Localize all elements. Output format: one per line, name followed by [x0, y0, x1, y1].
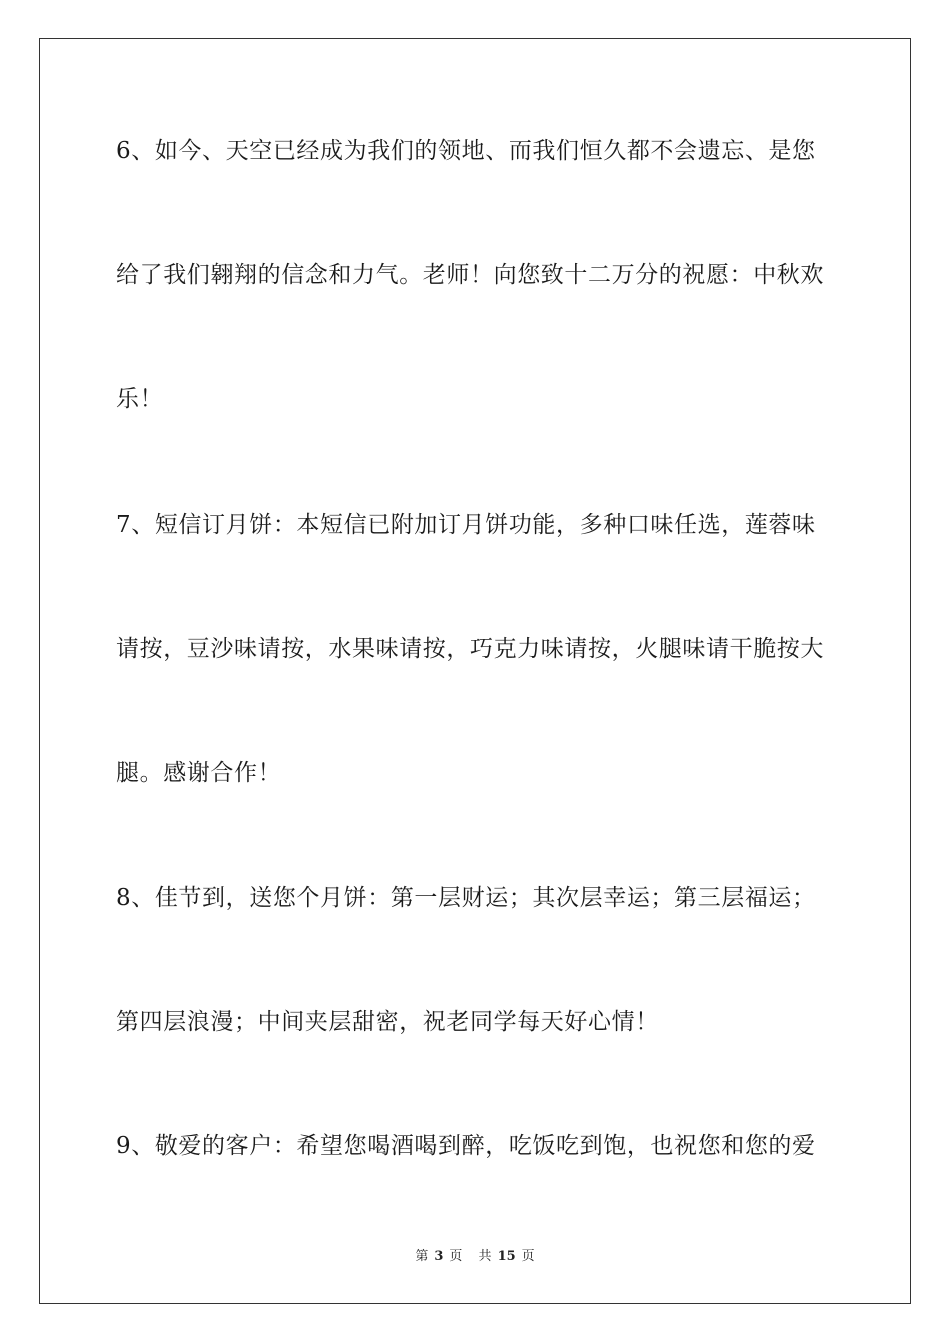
- text-line-3: 乐！: [116, 386, 164, 412]
- text-line-4: 7、短信订月饼：本短信已附加订月饼功能，多种口味任选，莲蓉味: [116, 512, 816, 538]
- page-prefix: 第: [415, 1249, 429, 1264]
- text-line-2: 给了我们翱翔的信念和力气。老师！向您致十二万分的祝愿：中秋欢: [116, 262, 824, 288]
- total-prefix: 共: [478, 1249, 492, 1264]
- total-suffix: 页: [521, 1249, 535, 1264]
- total-pages: [476, 1249, 538, 1264]
- text-line-7: 8、佳节到，送您个月饼：第一层财运；其次层幸运；第三层福运；: [116, 885, 816, 911]
- page-number: 3: [434, 1249, 444, 1264]
- text-line-8: 第四层浪漫；中间夹层甜密，祝老同学每天好心情！: [116, 1009, 659, 1035]
- page-footer: [0, 1248, 950, 1266]
- page-border: [39, 38, 911, 1304]
- page-suffix: 页: [449, 1249, 463, 1264]
- text-line-5: 请按，豆沙味请按，水果味请按，巧克力味请按，火腿味请干脆按大: [116, 636, 824, 662]
- text-line-9: 9、敬爱的客户：希望您喝酒喝到醉，吃饭吃到饱，也祝您和您的爱: [116, 1133, 816, 1159]
- total-number: 15: [497, 1249, 516, 1264]
- text-line-6: 腿。感谢合作！: [116, 760, 282, 786]
- text-line-1: 6、如今、天空已经成为我们的领地、而我们恒久都不会遗忘、是您: [116, 138, 816, 164]
- page-indicator: [412, 1249, 465, 1264]
